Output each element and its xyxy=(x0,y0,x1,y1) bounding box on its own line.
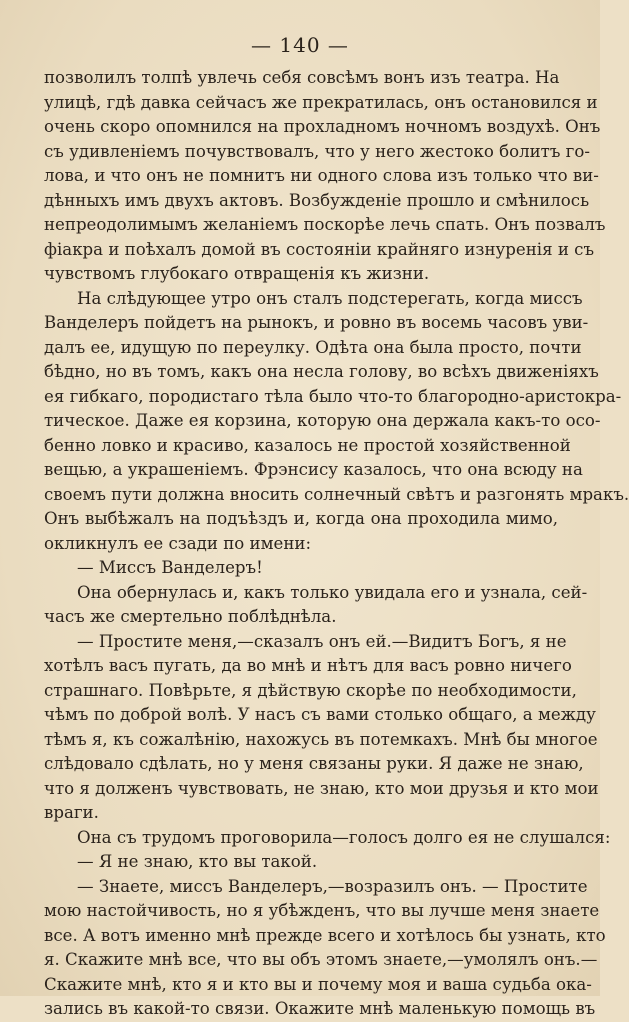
text-line: хотѣлъ васъ пугать, да во мнѣ и нѣтъ для васъ ровно ничего xyxy=(44,656,572,675)
text-line: Ванделеръ пойдетъ на рынокъ, и ровно въ восемь часовъ уви- xyxy=(44,313,589,332)
text-line: Она съ трудомъ проговорила—голосъ долго ея не слушался: xyxy=(77,827,611,847)
text-line: мою настойчивость, но я убѣжденъ, что вы лучше меня знаете xyxy=(44,901,600,920)
text-line: часъ же смертельно поблѣднѣла. xyxy=(44,607,337,626)
text-line: очень скоро опомнился на прохладномъ ночномъ воздухѣ. Онъ xyxy=(44,117,601,136)
page-number: — 140 — xyxy=(251,33,349,57)
text-line: что я долженъ чувствовать, не знаю, кто мои друзья и кто мои xyxy=(44,778,599,798)
text-line: ея гибкаго, породистаго тѣла было что-то благородно-аристокра- xyxy=(44,386,622,406)
text-line: далъ ее, идущую по переулку. Одѣта она была просто, почти xyxy=(44,337,582,357)
text-line: зались въ какой-то связи. Окажите мнѣ маленькую помощь въ xyxy=(44,999,596,1018)
text-line: На слѣдующее утро онъ сталъ подстерегать, когда миссъ xyxy=(77,288,583,308)
text-line: — Миссъ Ванделеръ! xyxy=(77,558,263,577)
text-line: — Знаете, миссъ Ванделеръ,—возразилъ онъ. — Простите xyxy=(77,876,588,896)
text-line: враги. xyxy=(44,803,99,822)
text-line: тѣмъ я, къ сожалѣнію, нахожусь въ потемкахъ. Мнѣ бы многое xyxy=(44,729,598,749)
text-line: лова, и что онъ не помнитъ ни одного слова изъ только что ви- xyxy=(44,166,599,185)
text-line: тическое. Даже ея корзина, которую она держала какъ-то осо- xyxy=(44,411,601,430)
text-line: — Я не знаю, кто вы такой. xyxy=(77,852,318,871)
text-line: съ удивленіемъ почувствовалъ, что у него жестоко болитъ го- xyxy=(44,141,590,161)
text-line: Она обернулась и, какъ только увидала его и узнала, сей- xyxy=(77,582,588,602)
text-line: своемъ пути должна вносить солнечный свѣтъ и разгонять мракъ. xyxy=(44,484,629,504)
text-line: бенно ловко и красиво, казалось не простой хозяйственной xyxy=(44,435,571,455)
text-line: улицѣ, гдѣ давка сейчасъ же прекратилась, онъ остановился и xyxy=(44,92,598,112)
text-line: Скажите мнѣ, кто я и кто вы и почему моя и ваша судьба ока- xyxy=(44,974,592,994)
text-line: окликнулъ ее сзади по имени: xyxy=(44,533,312,553)
text-line: бѣдно, но въ томъ, какъ она несла голову, во всѣхъ движеніяхъ xyxy=(44,362,599,381)
text-line: чѣмъ по доброй волѣ. У насъ съ вами столько общаго, а между xyxy=(44,705,596,724)
text-line: я. Скажите мнѣ все, что вы объ этомъ знаете,—умолялъ онъ.— xyxy=(44,950,598,969)
text-line: чувствомъ глубокаго отвращенія къ жизни. xyxy=(44,264,430,283)
text-line: все. А вотъ именно мнѣ прежде всего и хотѣлось бы узнать, кто xyxy=(44,925,606,945)
text-line: позволилъ толпѣ увлечь себя совсѣмъ вонъ изъ театра. На xyxy=(44,68,560,87)
text-line: непреодолимымъ желаніемъ поскорѣе лечь спать. Онъ позвалъ xyxy=(44,215,606,234)
text-line: дѣнныхъ имъ двухъ актовъ. Возбужденіе прошло и смѣнилось xyxy=(44,190,590,210)
text-line: фіакра и поѣхалъ домой въ состояніи крайняго изнуренія и съ xyxy=(44,239,595,259)
text-line: страшнаго. Повѣрьте, я дѣйствую скорѣе по необходимости, xyxy=(44,680,577,700)
text-line: вещью, а украшеніемъ. Фрэнсису казалось, что она всюду на xyxy=(44,460,583,479)
text-line: — Простите меня,—сказалъ онъ ей.—Видитъ Богъ, я не xyxy=(77,631,567,651)
text-line: слѣдовало сдѣлать, но у меня связаны руки. Я даже не знаю, xyxy=(44,754,584,773)
body-text xyxy=(44,66,629,1022)
text-line: Онъ выбѣжалъ на подъѣздъ и, когда она проходила мимо, xyxy=(44,509,558,528)
